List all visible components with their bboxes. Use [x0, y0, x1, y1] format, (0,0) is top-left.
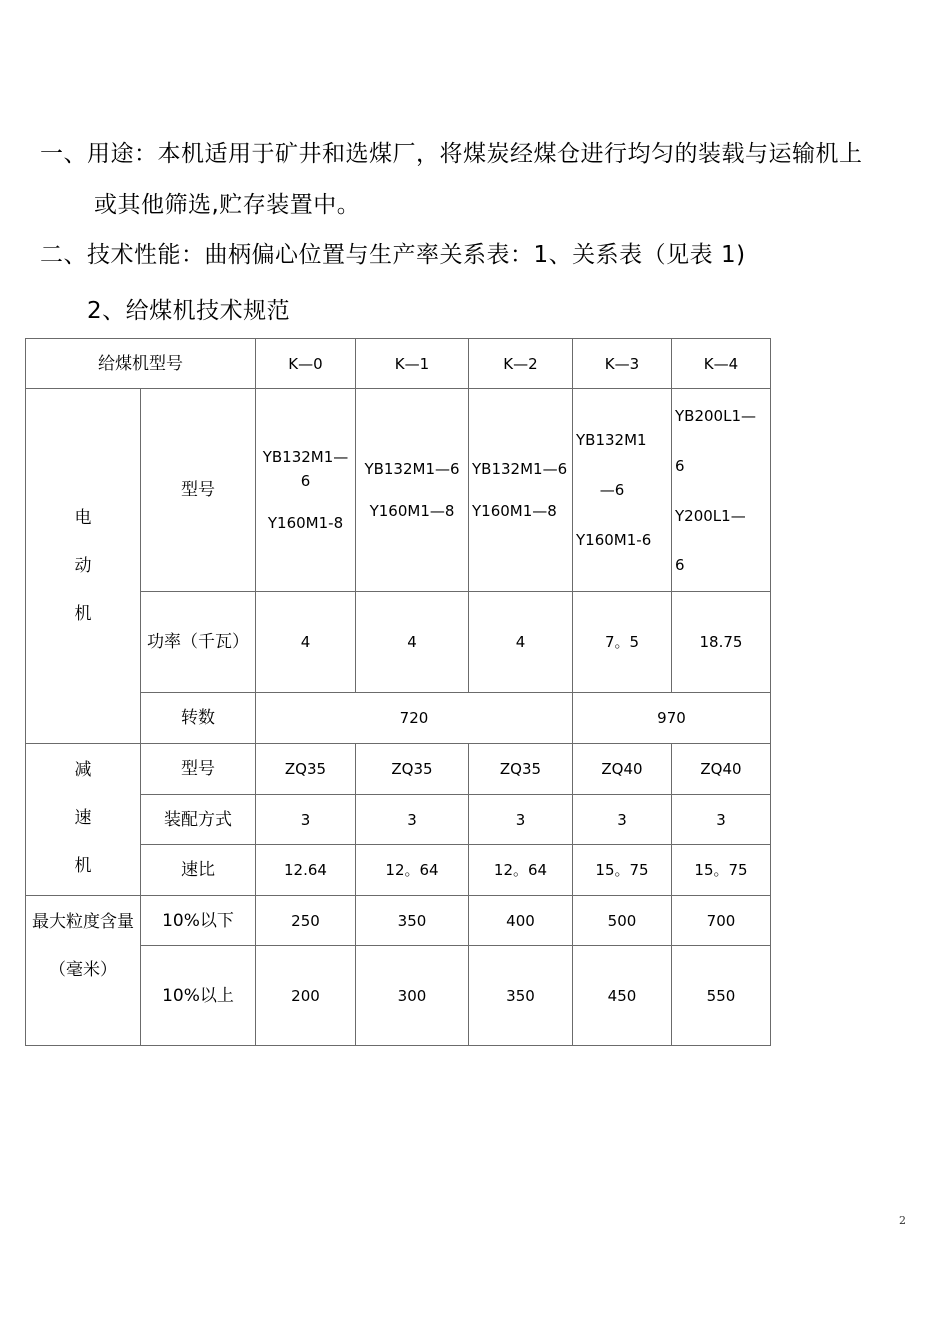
granularity-below-cell: 250	[256, 896, 356, 946]
motor-type-line: —6	[599, 481, 625, 499]
reducer-assembly-cell: 3	[256, 795, 356, 845]
motor-type-line: YB132M1	[576, 431, 647, 449]
model-header-cell: K—4	[672, 339, 771, 389]
reducer-type-label: 型号	[141, 744, 256, 795]
reducer-type-cell: ZQ35	[356, 744, 469, 795]
motor-group-char: 电	[74, 508, 92, 528]
reducer-ratio-cell: 12。64	[469, 845, 573, 896]
motor-type-line: Y160M1-6	[576, 531, 652, 549]
reducer-assembly-cell: 3	[356, 795, 469, 845]
reducer-assembly-cell: 3	[469, 795, 573, 845]
model-header-cell: K—2	[469, 339, 573, 389]
motor-type-line: Y160M1—8	[369, 502, 455, 520]
motor-power-cell: 4	[256, 592, 356, 693]
motor-power-cell: 4	[469, 592, 573, 693]
reducer-assembly-label: 装配方式	[141, 795, 256, 845]
motor-type-line: YB132M1—6	[364, 460, 460, 478]
motor-type-cell	[469, 389, 573, 592]
granularity-above-cell: 550	[672, 946, 771, 1046]
page-number: 2	[899, 1214, 906, 1227]
motor-power-label: 功率（千瓦）	[141, 592, 256, 693]
paragraph-purpose-cont: 或其他筛选,贮存装置中。	[94, 192, 361, 218]
reducer-ratio-cell: 12。64	[356, 845, 469, 896]
granularity-below-cell: 500	[573, 896, 672, 946]
granularity-above-cell: 200	[256, 946, 356, 1046]
paragraph-spec-title: 2、给煤机技术规范	[87, 298, 291, 324]
table-row-motor-type	[26, 389, 771, 592]
motor-type-line: Y160M1—8	[472, 502, 557, 520]
spec-table	[25, 338, 771, 1046]
granularity-below-cell: 400	[469, 896, 573, 946]
motor-type-label: 型号	[141, 389, 256, 592]
reducer-type-cell: ZQ40	[573, 744, 672, 795]
granularity-above-cell: 300	[356, 946, 469, 1046]
model-header-cell: K—3	[573, 339, 672, 389]
model-header-cell: K—0	[256, 339, 356, 389]
reducer-assembly-cell: 3	[573, 795, 672, 845]
motor-group-char: 动	[74, 556, 92, 576]
motor-type-cell	[672, 389, 771, 592]
reducer-type-cell: ZQ40	[672, 744, 771, 795]
motor-speed-cell: 970	[573, 693, 771, 744]
motor-power-cell: 4	[356, 592, 469, 693]
motor-type-line: 6	[675, 457, 685, 475]
motor-type-cell	[573, 389, 672, 592]
motor-type-line: YB132M1—6	[262, 448, 349, 490]
motor-type-cell	[356, 389, 469, 592]
reducer-ratio-cell: 15。75	[672, 845, 771, 896]
motor-power-cell: 7。5	[573, 592, 672, 693]
reducer-type-cell: ZQ35	[256, 744, 356, 795]
motor-type-cell	[256, 389, 356, 592]
reducer-group-char: 减	[74, 760, 92, 780]
motor-type-line: Y160M1-8	[267, 514, 344, 532]
paragraph-purpose: 一、用途：本机适用于矿井和选煤厂，将煤炭经煤仓进行均匀的装载与运输机上	[40, 141, 863, 167]
reducer-assembly-cell: 3	[672, 795, 771, 845]
reducer-ratio-cell: 12.64	[256, 845, 356, 896]
model-header-label: 给煤机型号	[26, 339, 256, 389]
reducer-group-char: 机	[74, 856, 92, 876]
table-row-reducer-type	[26, 744, 771, 795]
motor-speed-label: 转数	[141, 693, 256, 744]
table-row-header	[26, 339, 771, 389]
motor-group-char: 机	[74, 604, 92, 624]
motor-type-line: 6	[675, 556, 685, 574]
granularity-above-label: 10%以上	[141, 946, 256, 1046]
motor-type-line: YB132M1—6	[472, 460, 568, 478]
paragraph-performance: 二、技术性能：曲柄偏心位置与生产率关系表：1、关系表（见表 1)	[40, 242, 746, 268]
reducer-ratio-label: 速比	[141, 845, 256, 896]
motor-power-cell: 18.75	[672, 592, 771, 693]
motor-group-label	[26, 389, 141, 744]
granularity-below-cell: 700	[672, 896, 771, 946]
granularity-group-label: 最大粒度含量（毫米）	[26, 896, 141, 1046]
granularity-below-cell: 350	[356, 896, 469, 946]
granularity-below-label: 10%以下	[141, 896, 256, 946]
table-row-granularity-below	[26, 896, 771, 946]
motor-type-line: Y200L1—	[675, 507, 746, 525]
reducer-ratio-cell: 15。75	[573, 845, 672, 896]
reducer-group-char: 速	[74, 808, 92, 828]
motor-speed-cell: 720	[256, 693, 573, 744]
model-header-cell: K—1	[356, 339, 469, 389]
granularity-above-cell: 450	[573, 946, 672, 1046]
motor-type-line: YB200L1—	[675, 407, 756, 425]
granularity-above-cell: 350	[469, 946, 573, 1046]
reducer-type-cell: ZQ35	[469, 744, 573, 795]
reducer-group-label	[26, 744, 141, 896]
